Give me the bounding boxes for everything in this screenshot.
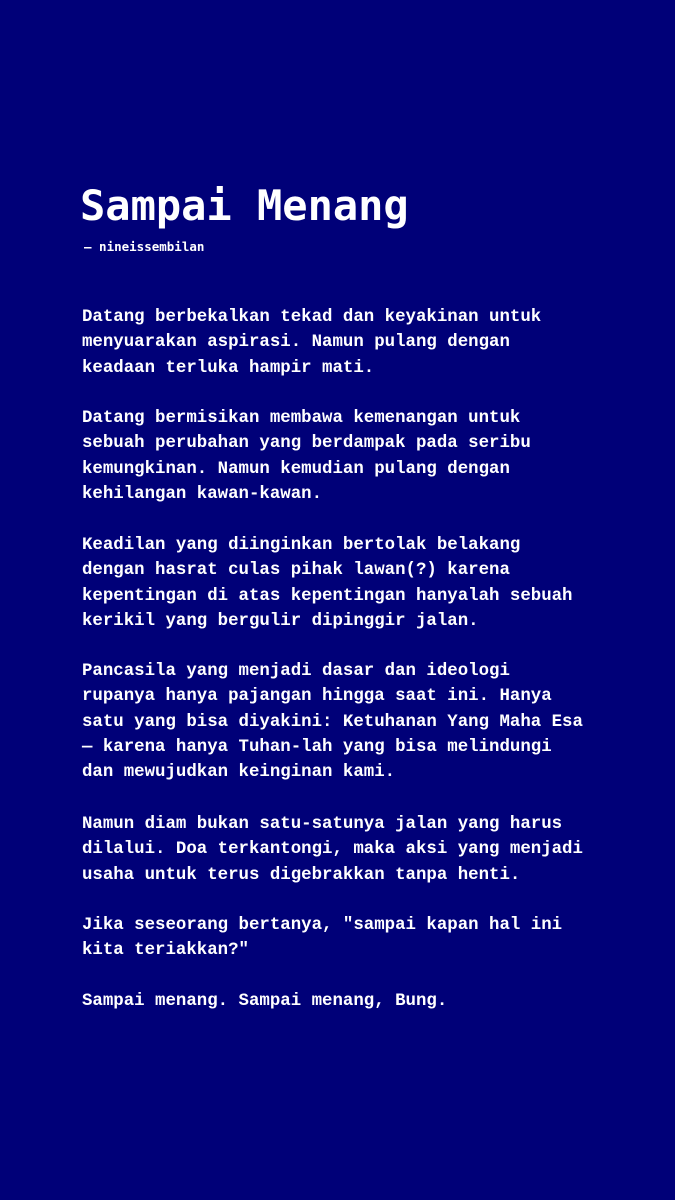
paragraph-6: Jika seseorang bertanya, "sampai kapan hal ini kita teriakkan?": [82, 916, 563, 961]
page-title: Sampai Menang: [80, 181, 409, 230]
paragraph-2: Datang bermisikan membawa kemenangan untuk sebuah perubahan yang berdampak pada seribu kemungkinan. Namun kemudian pulang dengan kehilangan kawan-kawan.: [82, 409, 531, 504]
paragraph-1: Datang berbekalkan tekad dan keyakinan untuk menyuarakan aspirasi. Namun pulang dengan keadaan terluka hampir mati.: [82, 308, 542, 378]
paragraph-7: Sampai menang. Sampai menang, Bung.: [82, 992, 448, 1011]
author-byline: — nineissembilan: [84, 239, 205, 254]
paragraph-4: Pancasila yang menjadi dasar dan ideologi rupanya hanya pajangan hingga saat ini. Hanya satu yang bisa diyakini: Ketuhanan Yang Maha Esa — karena hanya Tuhan-lah yang bisa melindungi dan mewujudkan keinginan kami.: [82, 662, 583, 783]
paragraph-3: Keadilan yang diinginkan bertolak belakang dengan hasrat culas pihak lawan(?) karena kepentingan di atas kepentingan hanyalah sebuah kerikil yang bergulir dipinggir jalan.: [82, 536, 573, 631]
paragraph-5: Namun diam bukan satu-satunya jalan yang harus dilalui. Doa terkantongi, maka aksi yang menjadi usaha untuk terus digebrakkan tanpa henti.: [82, 815, 583, 885]
